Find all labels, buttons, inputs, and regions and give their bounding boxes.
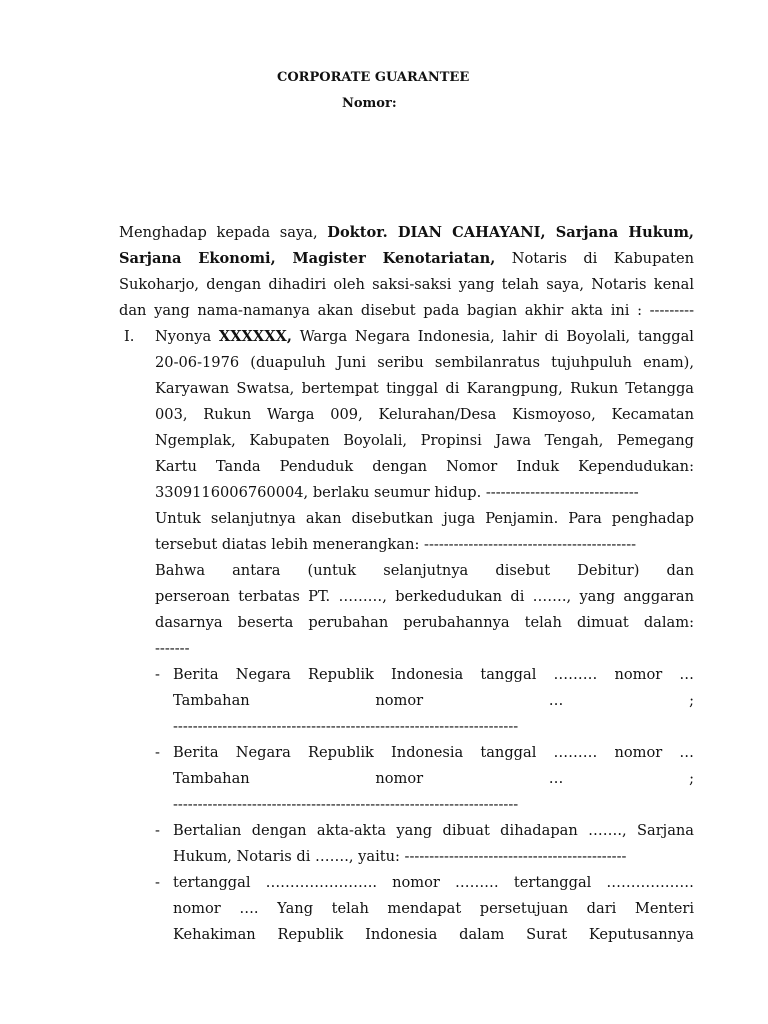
document-title: CORPORATE GUARANTEE [277, 70, 470, 85]
list-item-b-line-3: ---------------------------------------------------------------------- [173, 796, 519, 813]
notary-name: Doktor. DIAN CAHAYANI, Sarjana Hukum, [327, 224, 694, 241]
party-line-7: 3309116006760004, berlaku seumur hidup. ------------------------------- [155, 484, 639, 501]
list-marker: - [155, 744, 160, 761]
party-line-12: dasarnya beserta perubahan perubahannya telah dimuat dalam: [155, 614, 694, 631]
party-line-10: Bahwa antara (untuk selanjutnya disebut Debitur) dan [155, 562, 694, 579]
intro-line-1: Menghadap kepada saya, Doktor. DIAN CAHAYANI, Sarjana Hukum, [119, 224, 694, 241]
party-line-5: Ngemplak, Kabupaten Boyolali, Propinsi Jawa Tengah, Pemegang [155, 432, 694, 449]
list-marker: - [155, 822, 160, 839]
document-number-label: Nomor: [342, 96, 397, 111]
party-line-11: perseroan terbatas PT. ………, berkedudukan di ……., yang anggaran [155, 588, 694, 605]
intro-line-3: Sukoharjo, dengan dihadiri oleh saksi-saksi yang telah saya, Notaris kenal [119, 276, 694, 293]
list-item-a-line-3: ---------------------------------------------------------------------- [173, 718, 519, 735]
party-line-9: tersebut diatas lebih menerangkan: ------------------------------------------- [155, 536, 637, 553]
intro-line-4: dan yang nama-namanya akan disebut pada bagian akhir akta ini : --------- [119, 302, 694, 319]
list-item-c-line-2: Hukum, Notaris di ……., yaitu: --------------------------------------------- [173, 848, 627, 865]
list-item-a-line-1: Berita Negara Republik Indonesia tanggal ……… nomor … [173, 666, 694, 683]
list-marker: - [155, 666, 160, 683]
list-item-d-line-2: nomor …. Yang telah mendapat persetujuan dari Menteri [173, 900, 694, 917]
list-item-b-line-1: Berita Negara Republik Indonesia tanggal ……… nomor … [173, 744, 694, 761]
party-line-13: ------- [155, 640, 190, 657]
list-item-a-line-2: Tambahan nomor … ; [173, 692, 694, 709]
party-numeral: I. [124, 328, 135, 345]
intro-line-2: Sarjana Ekonomi, Magister Kenotariatan, Notaris di Kabupaten [119, 250, 695, 267]
party-line-2: 20-06-1976 (duapuluh Juni seribu sembilanratus tujuhpuluh enam), [155, 354, 694, 371]
list-item-c-line-1: Bertalian dengan akta-akta yang dibuat dihadapan ……., Sarjana [173, 822, 694, 839]
party-line-1: Nyonya XXXXXX, Warga Negara Indonesia, lahir di Boyolali, tanggal [155, 328, 694, 345]
party-line-6: Kartu Tanda Penduduk dengan Nomor Induk Kependudukan: [155, 458, 694, 475]
list-marker: - [155, 874, 160, 891]
party-line-8: Untuk selanjutnya akan disebutkan juga Penjamin. Para penghadap [155, 510, 694, 527]
party-line-4: 003, Rukun Warga 009, Kelurahan/Desa Kismoyoso, Kecamatan [155, 406, 694, 423]
list-item-d-line-1: tertanggal ………………….. nomor ……… tertanggal ……………… [173, 874, 694, 891]
notary-degrees: Sarjana Ekonomi, Magister Kenotariatan, [119, 250, 496, 267]
list-item-d-line-3: Kehakiman Republik Indonesia dalam Surat Keputusannya [173, 926, 694, 943]
party-line-3: Karyawan Swatsa, bertempat tinggal di Karangpung, Rukun Tetangga [155, 380, 694, 397]
list-item-b-line-2: Tambahan nomor … ; [173, 770, 694, 787]
party-name: XXXXXX, [218, 328, 292, 345]
